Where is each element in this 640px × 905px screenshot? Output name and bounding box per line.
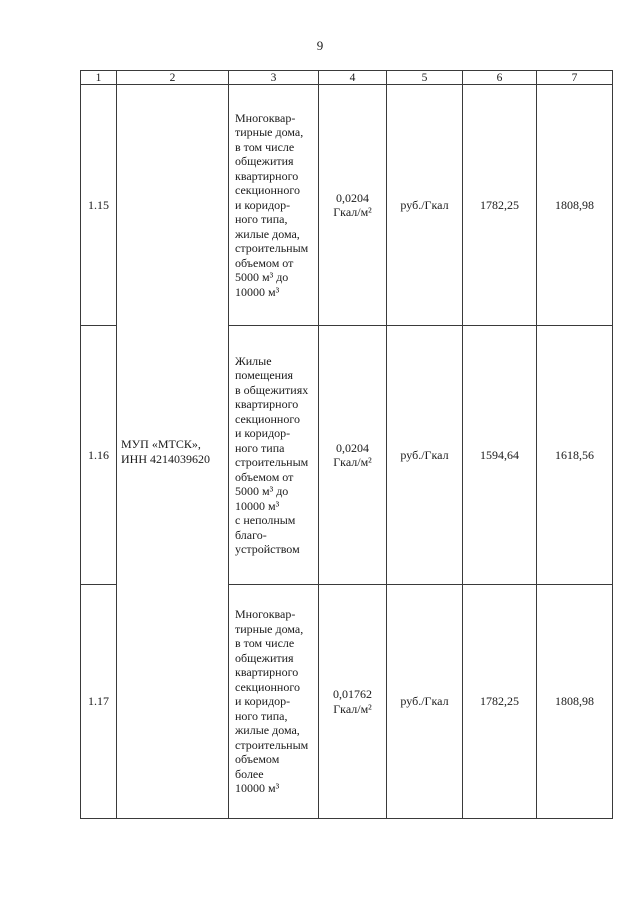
desc-line: ного типа, [235, 212, 288, 227]
unit-cell: руб./Гкал [387, 85, 463, 326]
desc-line: в общежитиях [235, 382, 309, 397]
header-row [81, 71, 613, 85]
row-number: 1.15 [81, 85, 117, 326]
desc-line: и коридор- [235, 426, 291, 440]
desc-line: Жилые [235, 353, 272, 368]
desc-line: Многоквар- [235, 110, 296, 125]
desc-line: 10000 м³ [235, 498, 280, 513]
desc-line: тирные дома, [235, 125, 304, 140]
desc-line: квартирного [235, 665, 299, 680]
page-number: 9 [316, 38, 324, 53]
desc-line: общежития [235, 154, 294, 169]
value-cell-7: 1618,56 [537, 326, 613, 585]
norm-cell [319, 326, 387, 585]
description-cell [229, 326, 319, 585]
desc-line: общежития [235, 650, 294, 665]
desc-line: с неполным [235, 513, 296, 527]
norm-unit: Гкал/м² [333, 701, 372, 716]
desc-line: секционного [235, 411, 300, 426]
desc-line: в том числе [235, 139, 295, 154]
description-cell [229, 85, 319, 326]
norm-value: 0,0204 [336, 440, 369, 455]
desc-line: 5000 м³ до [235, 484, 289, 498]
unit-cell: руб./Гкал [387, 585, 463, 819]
organization-cell: МУП «МТСК», ИНН 4214039620 [117, 85, 229, 819]
value-cell-7: 1808,98 [537, 585, 613, 819]
column-header: 1 [81, 71, 117, 85]
row-number: 1.17 [81, 585, 117, 819]
desc-line: секционного [235, 679, 300, 694]
tariff-table [80, 70, 613, 819]
unit-cell: руб./Гкал [387, 326, 463, 585]
desc-line: объемом от [235, 255, 294, 270]
desc-line: 5000 м³ до [235, 270, 289, 285]
desc-line: жилые дома, [235, 723, 300, 738]
desc-line: объемом [235, 752, 280, 767]
norm-value: 0,0204 [336, 190, 369, 205]
desc-line: квартирного [235, 397, 299, 411]
desc-line: и коридор- [235, 197, 291, 212]
desc-line: помещения [235, 368, 294, 382]
value-cell-6: 1594,64 [463, 326, 537, 585]
desc-line: тирные дома, [235, 621, 304, 636]
value-cell-7: 1808,98 [537, 85, 613, 326]
column-header: 3 [229, 71, 319, 85]
desc-line: в том числе [235, 636, 295, 651]
norm-unit: Гкал/м² [333, 455, 372, 469]
norm-value: 0,01762 [333, 687, 372, 701]
desc-line: жилые дома, [235, 226, 300, 241]
desc-line: ного типа [235, 440, 285, 455]
row-number: 1.16 [81, 326, 117, 585]
column-header: 2 [117, 71, 229, 85]
column-header: 5 [387, 71, 463, 85]
desc-line: строительным [235, 737, 309, 752]
table-row [81, 85, 613, 326]
column-header: 7 [537, 71, 613, 85]
desc-line: строительным [235, 455, 309, 469]
column-header: 6 [463, 71, 537, 85]
desc-line: секционного [235, 183, 300, 198]
desc-line: более [235, 766, 264, 781]
norm-cell [319, 585, 387, 819]
desc-line: ного типа, [235, 708, 288, 723]
value-cell-6: 1782,25 [463, 85, 537, 326]
column-header: 4 [319, 71, 387, 85]
desc-line: благо- [235, 527, 267, 542]
desc-line: и коридор- [235, 694, 291, 709]
value-cell-6: 1782,25 [463, 585, 537, 819]
desc-line: квартирного [235, 168, 299, 183]
desc-line: Многоквар- [235, 607, 296, 622]
description-cell [229, 585, 319, 819]
norm-unit: Гкал/м² [333, 205, 372, 219]
desc-line: строительным [235, 241, 309, 256]
desc-line: 10000 м³ [235, 781, 280, 796]
desc-line: устройством [235, 542, 300, 556]
desc-line: 10000 м³ [235, 284, 280, 299]
desc-line: объемом от [235, 469, 294, 484]
norm-cell [319, 85, 387, 326]
